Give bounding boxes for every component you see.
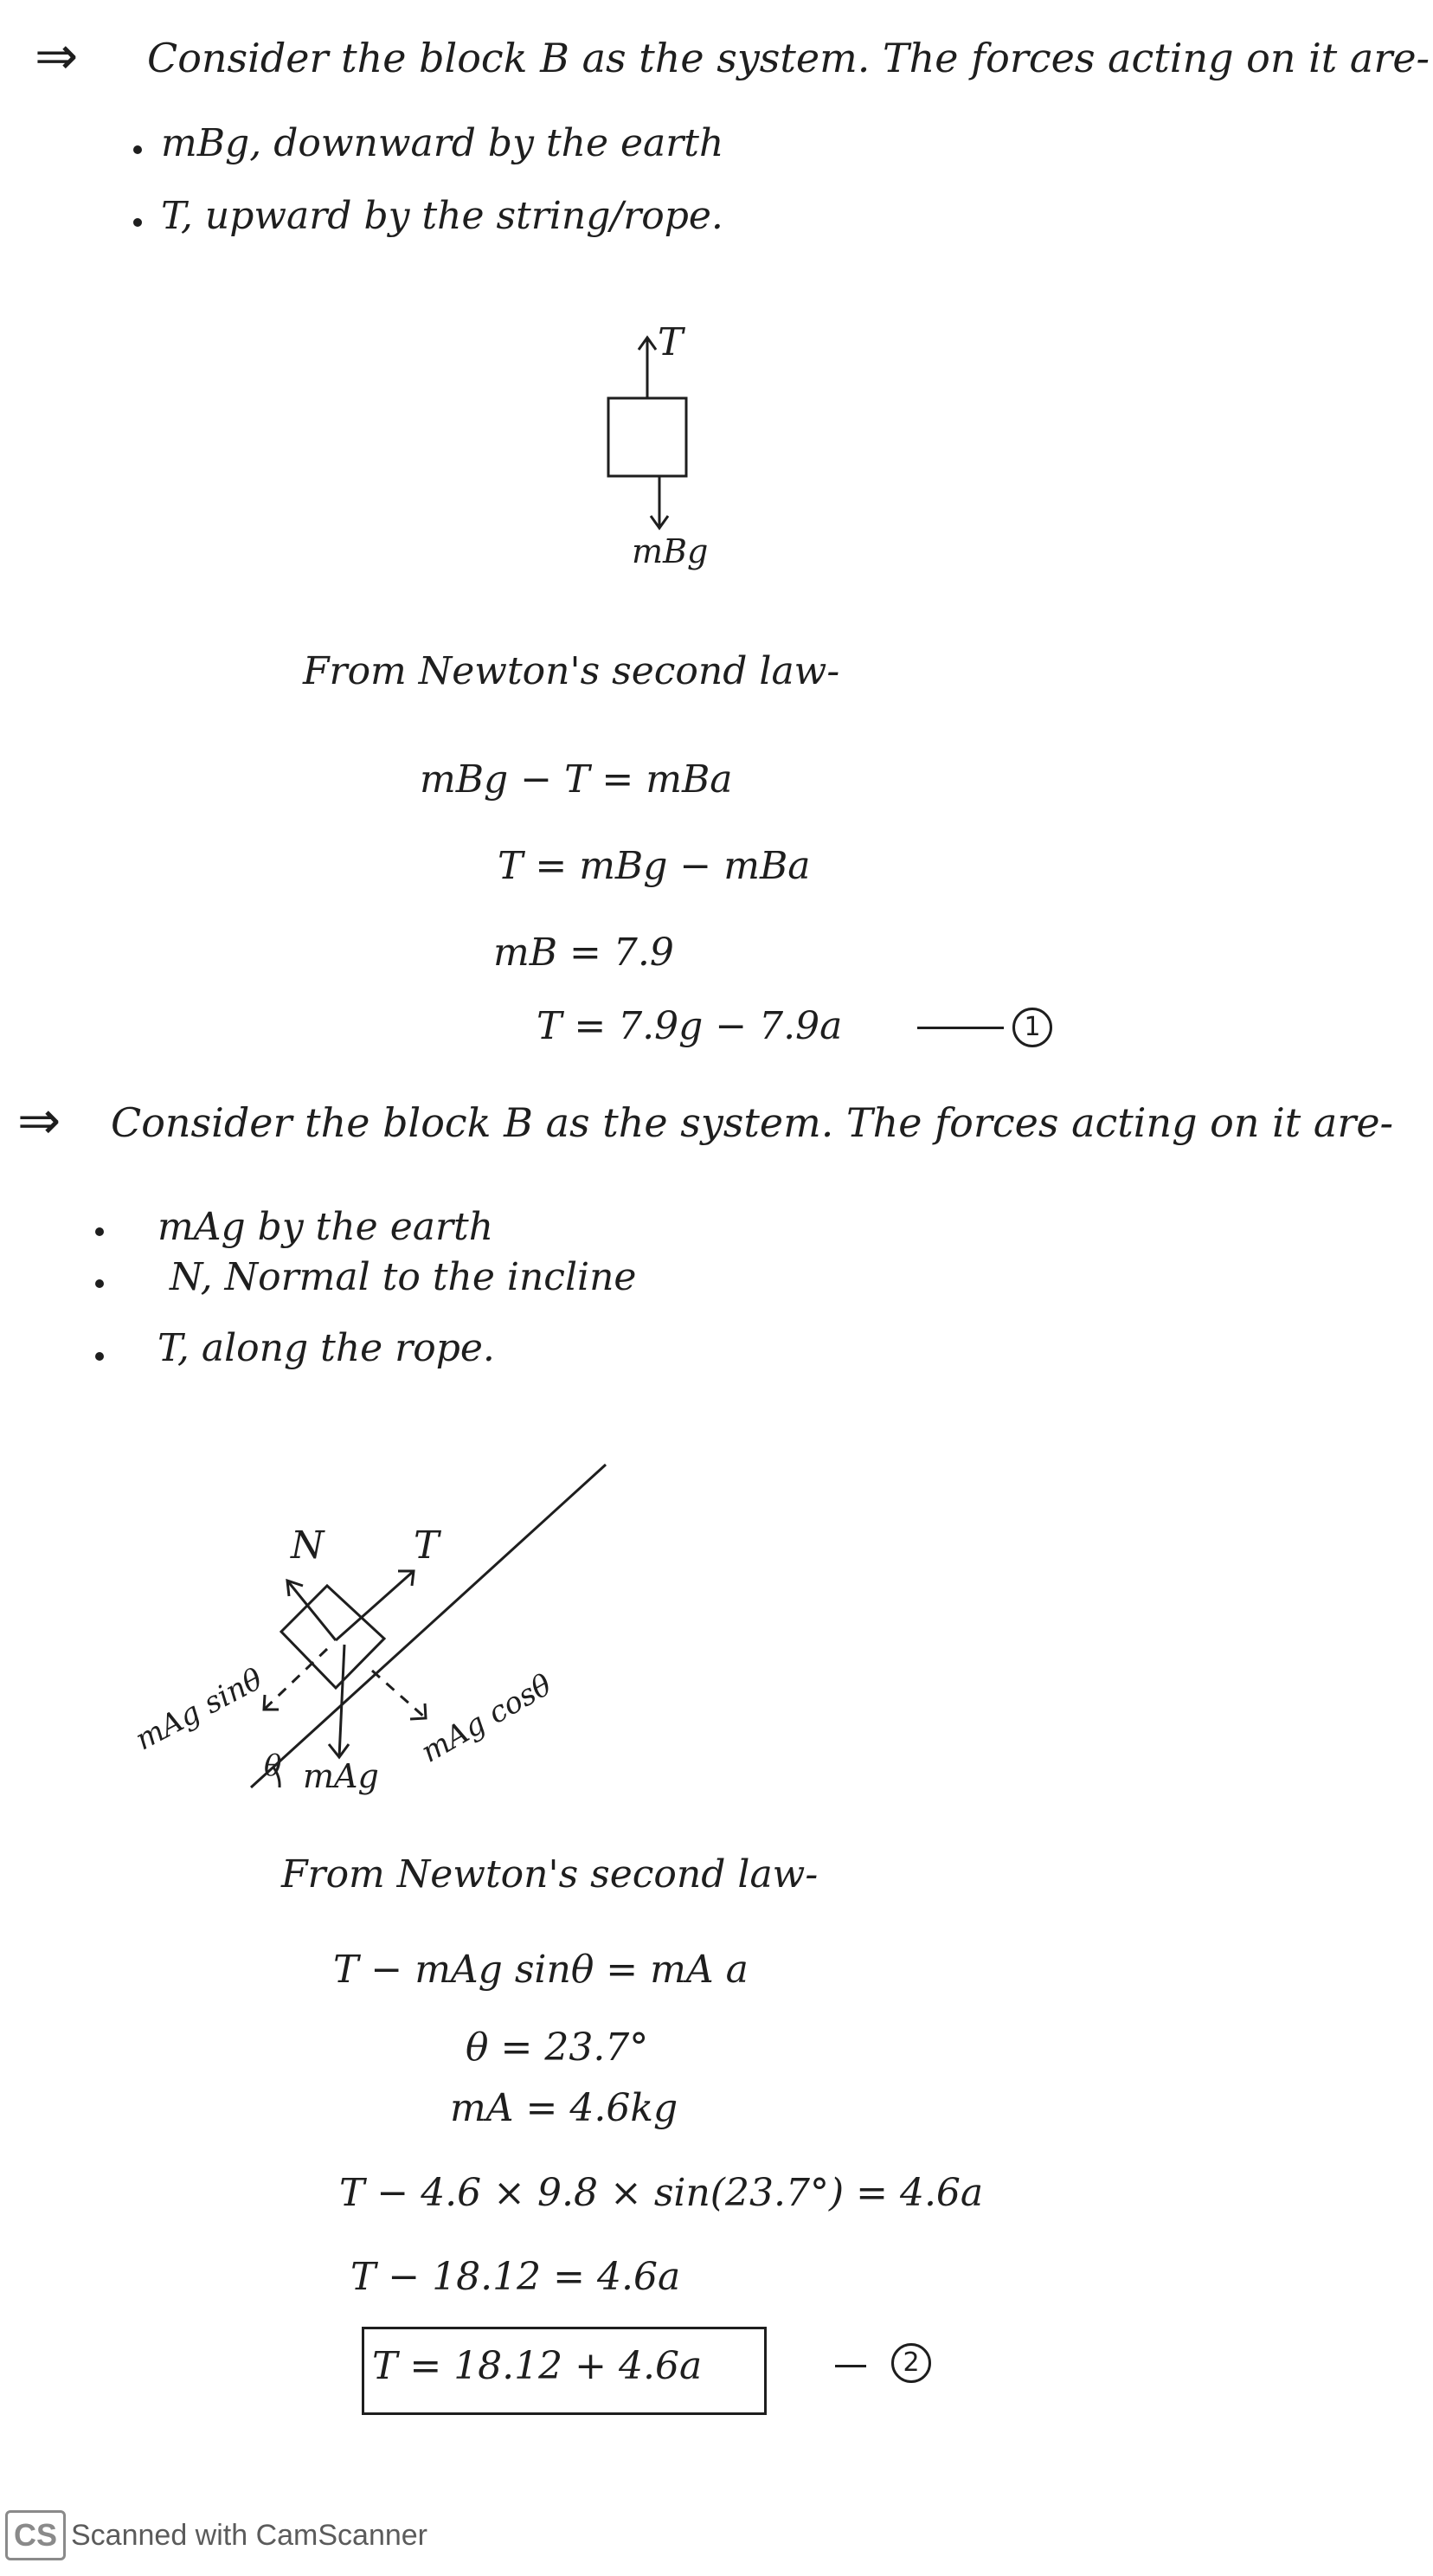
section1-eq-3: mB = 7.9 [493,931,674,975]
implies-arrow-1: ⇒ [35,26,79,87]
normal-arrow-line [287,1581,336,1640]
section2-bullet-3: T, along the rope. [157,1326,495,1370]
section2-eq-5: T − 18.12 = 4.6a [350,2255,681,2299]
cos-component-line [372,1671,426,1718]
section1-eq-1: mBg − T = mBa [420,757,733,802]
implies-arrow-2: ⇒ [17,1091,61,1151]
section2-bullet-2: N, Normal to the incline [170,1255,637,1299]
section2-eq-1: T − mAg sinθ = mA a [333,1948,749,1992]
section2-law: From Newton's second law- [281,1852,819,1897]
section1-eq-2: T = mBg − mBa [498,844,811,888]
equation-number-2: 2 [891,2343,931,2383]
diagram2-sin-component-label: mAg sinθ [130,1661,269,1758]
diagram2-cos-component-label: mAg cosθ [415,1667,558,1770]
camscanner-logo: CS [5,2510,66,2560]
camscanner-text: Scanned with CamScanner [71,2518,428,2552]
section1-heading: Consider the block B as the system. The forces acting on it are- [147,35,1430,81]
diagram2-normal-label: N [291,1523,325,1568]
weight-arrow-line [339,1645,344,1757]
diagram1-tension-label: T [658,320,684,364]
section1-law: From Newton's second law- [303,649,840,693]
diagram2-weight-label: mAg [303,1757,379,1795]
section1-bullet-1: mBg, downward by the earth [161,121,724,165]
section2-bullet-1: mAg by the earth [157,1205,494,1249]
camscanner-watermark [5,2510,427,2560]
diagram1-weight-label: mBg [632,532,709,570]
section2-eq-2: θ = 23.7° [466,2025,649,2070]
section2-eq-4: T − 4.6 × 9.8 × sin(23.7°) = 4.6a [339,2171,984,2215]
section2-eq-3: mA = 4.6kg [450,2086,678,2130]
section1-eq-4: T = 7.9g − 7.9a [537,1004,843,1048]
section2-heading: Consider the block B as the system. The forces acting on it are- [111,1099,1394,1146]
section1-bullet-2: T, upward by the string/rope. [161,194,723,238]
sin-component-line [264,1649,327,1710]
section2-final-equation: T = 18.12 + 4.6a [372,2344,703,2388]
equation-number-1: 1 [1012,1008,1052,1047]
diagram2-tension-label: T [414,1523,440,1568]
equation-dash [835,2365,866,2367]
diagram2-angle-label: θ [264,1748,282,1783]
